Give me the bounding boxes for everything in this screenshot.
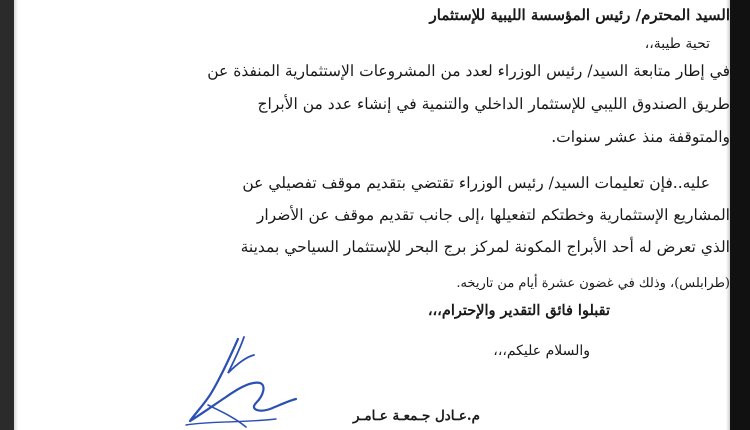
left-frame-edge <box>0 0 18 430</box>
letter-body <box>40 0 730 430</box>
salutation: السيد المحترم/ رئيس المؤسسة الليبية للإستثمار <box>429 6 730 24</box>
signer-name: م.عـادل جـمعـة عـامـر <box>353 408 480 424</box>
closing-phrase: تقبلوا فائق التقدير والإحترام،،، <box>427 302 610 319</box>
paragraph2-line4: (طرابلس)، وذلك في غضون عشرة أيام من تاريخه. <box>456 276 730 291</box>
peace-phrase: والسلام عليكم،،، <box>493 343 590 359</box>
paragraph2-line2: المشاريع الإستثمارية وخطتكم لتفعيلها ،إلى جانب تقديم موقف عن الأضرار <box>256 206 730 224</box>
greeting: تحية طيبة،، <box>644 36 710 52</box>
handwritten-signature <box>180 335 310 430</box>
paragraph1-line3: والمتوقفة منذ عشر سنوات. <box>551 128 730 146</box>
paragraph1-line2: طريق الصندوق الليبي للإستثمار الداخلي والتنمية في إنشاء عدد من الأبراج <box>257 95 730 113</box>
paragraph2-line3: الذي تعرض له أحد الأبراج المكونة لمركز برج البحر للإستثمار السياحي بمدينة <box>240 238 730 256</box>
paragraph2-line1: عليه..فإن تعليمات السيد/ رئيس الوزراء تقتضي بتقديم موقف تفصيلي عن <box>242 174 710 192</box>
paragraph1-line1: في إطار متابعة السيد/ رئيس الوزراء لعدد من المشروعات الإستثمارية المنفذة عن <box>207 62 730 80</box>
